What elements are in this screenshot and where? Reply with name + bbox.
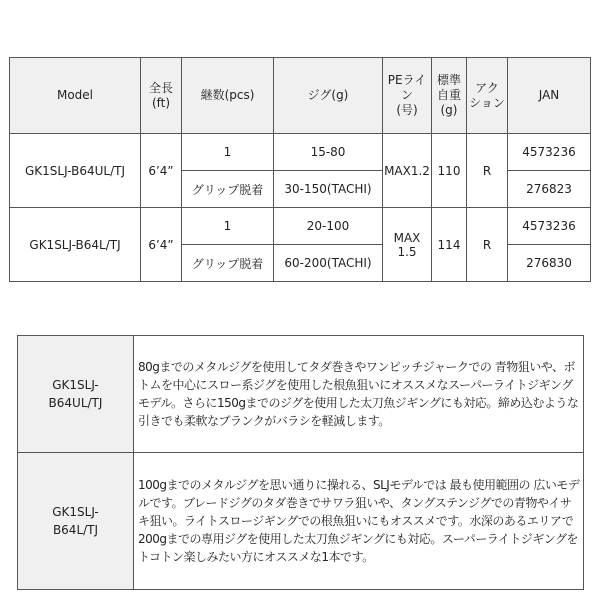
jan-cell: 276830 bbox=[508, 245, 591, 282]
pieces-cell: 1 bbox=[182, 208, 274, 245]
description-text: 100gまでのメタルジグを思い通りに操れる、SLJモデルでは 最も使用範囲の 広いモデルです。ブレードジグのタダ巻きでサワラ狙いや、タングステンジグでの青物やイサキ狙い。ライトスロージギングでの根魚狙いにもオススメです。水深のあるエリアで200gまでの専用ジグを使用した太刀魚ジギングにも対応。スーパーライトジギングをトコトン楽しみたい方にオススメな1本です。 bbox=[134, 453, 584, 590]
jig-cell: 15-80 bbox=[274, 134, 383, 171]
description-model: GK1SLJ- B64UL/TJ bbox=[18, 336, 134, 453]
spec-table bbox=[9, 57, 591, 282]
description-text: 80gまでのメタルジグを使用してタダ巻きやワンピッチジャークでの 青物狙いや、ボトムを中心にスロー系ジグを使用した根魚狙いにオススメなスーパーライトジギングモデル。さらに150gまでのジグを使用した太刀魚ジギングにも対応。締め込むような引きでも柔軟なブランクがバラシを軽減します。 bbox=[134, 336, 584, 453]
length-cell: 6’4” bbox=[141, 208, 182, 282]
pe-cell: MAX1.2 bbox=[383, 134, 432, 208]
jan-cell: 4573236 bbox=[508, 134, 591, 171]
header-weight: 標準 自重 (g) bbox=[432, 58, 467, 134]
header-jan: JAN bbox=[508, 58, 591, 134]
length-cell: 6’4” bbox=[141, 134, 182, 208]
description-table bbox=[17, 335, 584, 590]
pieces-cell: グリップ脱着 bbox=[182, 171, 274, 208]
weight-cell: 114 bbox=[432, 208, 467, 282]
action-cell: R bbox=[467, 208, 508, 282]
model-cell: GK1SLJ-B64L/TJ bbox=[10, 208, 141, 282]
jig-cell: 20-100 bbox=[274, 208, 383, 245]
header-jig: ジグ(g) bbox=[274, 58, 383, 134]
pieces-cell: 1 bbox=[182, 134, 274, 171]
jan-cell: 4573236 bbox=[508, 208, 591, 245]
description-model: GK1SLJ- B64L/TJ bbox=[18, 453, 134, 590]
jig-cell: 30-150(TACHI) bbox=[274, 171, 383, 208]
pieces-cell: グリップ脱着 bbox=[182, 245, 274, 282]
action-cell: R bbox=[467, 134, 508, 208]
description-row bbox=[18, 336, 584, 453]
jan-cell: 276823 bbox=[508, 171, 591, 208]
header-action: アク ション bbox=[467, 58, 508, 134]
jig-cell: 60-200(TACHI) bbox=[274, 245, 383, 282]
header-pieces: 継数(pcs) bbox=[182, 58, 274, 134]
table-row bbox=[10, 134, 591, 171]
header-model: Model bbox=[10, 58, 141, 134]
model-cell: GK1SLJ-B64UL/TJ bbox=[10, 134, 141, 208]
header-row bbox=[10, 58, 591, 134]
weight-cell: 110 bbox=[432, 134, 467, 208]
pe-cell: MAX 1.5 bbox=[383, 208, 432, 282]
description-row bbox=[18, 453, 584, 590]
header-length: 全長 (ft) bbox=[141, 58, 182, 134]
header-pe: PEライン (号) bbox=[383, 58, 432, 134]
table-row bbox=[10, 208, 591, 245]
